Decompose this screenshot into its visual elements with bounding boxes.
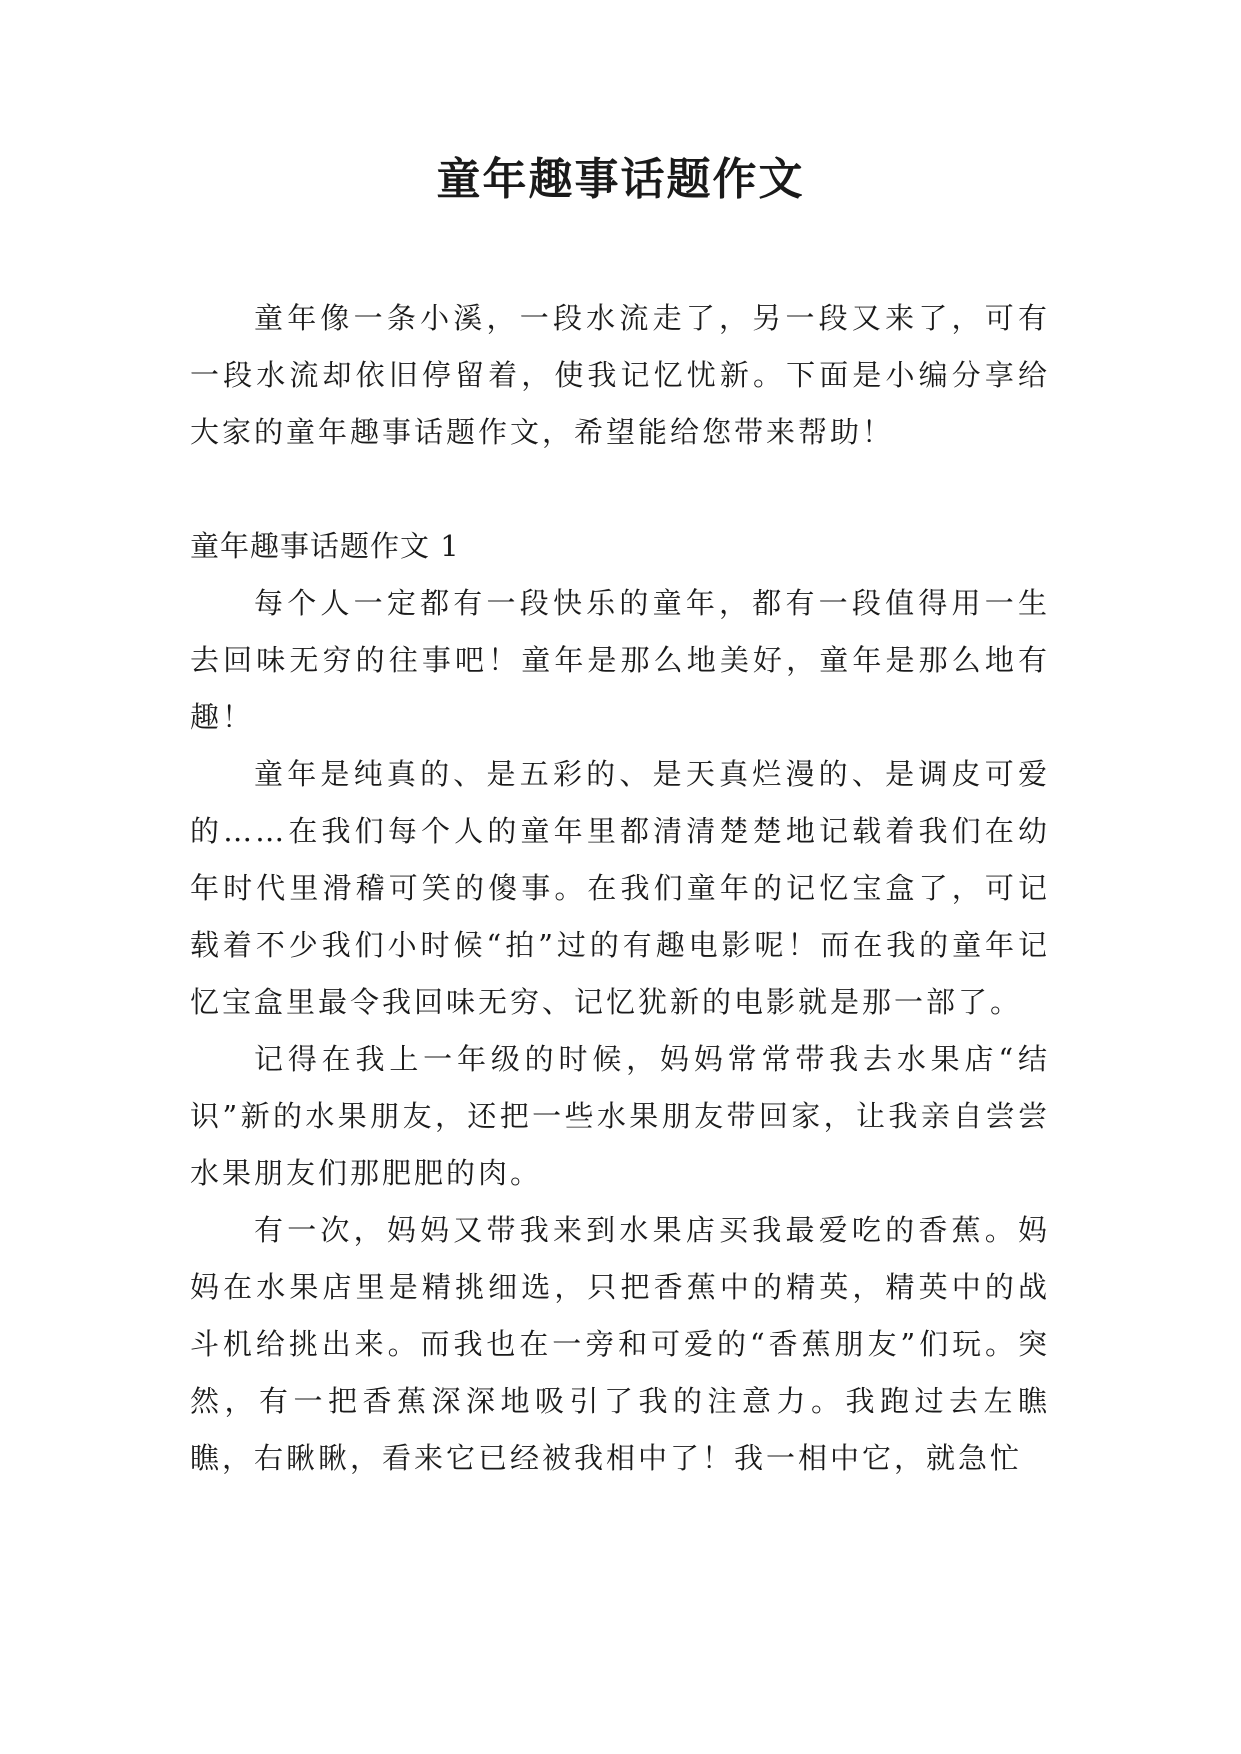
body-paragraph-2: 童年是纯真的、是五彩的、是天真烂漫的、是调皮可爱的……在我们每个人的童年里都清清楚楚地记载着我们在幼年时代里滑稽可笑的傻事。在我们童年的记忆宝盒了，可记载着不少我们小时候“拍”过的有趣电影呢！而在我的童年记忆宝盒里最令我回味无穷、记忆犹新的电影就是那一部了。 [190, 757, 1050, 1019]
body-paragraph-4: 有一次，妈妈又带我来到水果店买我最爱吃的香蕉。妈妈在水果店里是精挑细选，只把香蕉中的精英，精英中的战斗机给挑出来。而我也在一旁和可爱的“香蕉朋友”们玩。突然，有一把香蕉深深地吸引了我的注意力。我跑过去左瞧瞧，右瞅瞅，看来它已经被我相中了！我一相中它，就急忙 [190, 1213, 1050, 1475]
section-heading: 童年趣事话题作文 1 [190, 529, 460, 563]
body-paragraph-3: 记得在我上一年级的时候，妈妈常常带我去水果店“结识”新的水果朋友，还把一些水果朋友带回家，让我亲自尝尝水果朋友们那肥肥的肉。 [190, 1042, 1050, 1190]
intro-paragraph: 童年像一条小溪，一段水流走了，另一段又来了，可有一段水流却依旧停留着，使我记忆忧新。下面是小编分享给大家的童年趣事话题作文，希望能给您带来帮助！ [190, 301, 1050, 449]
body-paragraph-1: 每个人一定都有一段快乐的童年，都有一段值得用一生去回味无穷的往事吧！童年是那么地美好，童年是那么地有趣！ [190, 586, 1050, 734]
document-body [190, 290, 1050, 1487]
document-title: 童年趣事话题作文 [436, 154, 805, 205]
